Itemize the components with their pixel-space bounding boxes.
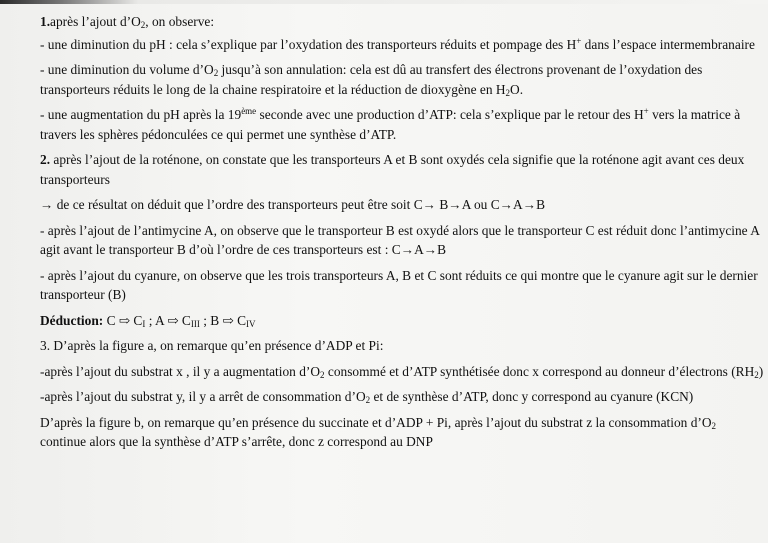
text: O. xyxy=(510,81,524,97)
subscript: 2 xyxy=(711,420,717,431)
text: seconde avec une production d’ATP: cela s’explique par le retour des H xyxy=(256,107,644,122)
superscript: ème xyxy=(241,106,257,116)
text: après l’ajout d’O xyxy=(50,14,141,29)
text: dans l’espace intermembranaire xyxy=(581,36,755,52)
subscript: 2 xyxy=(320,369,325,380)
text: C ⇨ C xyxy=(103,312,143,328)
text: - après l’ajout du cyanure, on observe que les trois transporteurs A, B et C sont réduits ce qui montre que le cyanure agit sur le dernier transporteur (B) xyxy=(40,267,758,302)
section-number-2: 2. xyxy=(40,152,51,167)
text: - une diminution du volume d’O xyxy=(40,62,214,77)
subscript: 2 xyxy=(365,395,371,405)
paragraph-1 xyxy=(40,12,764,32)
subscript: III xyxy=(190,318,200,329)
text: après l’ajout de la roténone, on constate que les transporteurs A et B sont oxydés cela signifie que la roténone agit avant ces deux transporteurs xyxy=(40,152,745,187)
paragraph-10 xyxy=(40,336,764,356)
text: et de synthèse d’ATP, donc y correspond au cyanure (KCN) xyxy=(370,389,694,404)
text: vers la matrice à travers les sphères pédonculées ce qui permet une synthèse d’ATP. xyxy=(40,107,741,142)
superscript: + xyxy=(576,35,582,46)
text: ; A ⇨ C xyxy=(145,312,191,328)
text: - après l’ajout de l’antimycine A, on observe que le transporteur B est oxydé alors que le transporteur C est réduit donc l’antimycine A agit avant le transporteur B d’où l’ordre de ces transporteurs est : C→A→B xyxy=(40,222,760,257)
text: ) xyxy=(758,363,764,379)
text: consommé et d’ATP synthétisée donc x correspond au donneur d’électrons (RH xyxy=(324,363,755,379)
paragraph-13 xyxy=(40,413,764,452)
paragraph-8 xyxy=(40,266,764,305)
document-body xyxy=(40,12,764,458)
deduction-label: Déduction: xyxy=(40,312,104,328)
subscript: 2 xyxy=(140,20,146,30)
paragraph-12 xyxy=(40,387,764,407)
subscript: 2 xyxy=(213,68,219,78)
section-number-1: 1. xyxy=(40,14,51,29)
text: - une diminution du pH : cela s’explique par l’oxydation des transporteurs réduits et pompage des H xyxy=(40,36,577,52)
paragraph-5 xyxy=(40,150,764,189)
page-top-edge xyxy=(0,0,768,4)
paragraph-2 xyxy=(40,35,764,55)
subscript: 2 xyxy=(754,369,759,380)
paragraph-3 xyxy=(40,60,764,99)
paragraph-11 xyxy=(40,362,764,382)
subscript: 2 xyxy=(505,87,511,98)
text: , on observe: xyxy=(145,14,215,29)
text: -après l’ajout du substrat y, il y a arrêt de consommation d’O xyxy=(40,389,366,404)
text: continue alors que la synthèse d’ATP s’arrête, donc z correspond au DNP xyxy=(40,434,433,449)
text: 3. D’après la figure a, on remarque qu’en présence d’ADP et Pi: xyxy=(40,338,384,353)
text: → de ce résultat on déduit que l’ordre des transporteurs peut être soit C→ B→A ou C→A→B xyxy=(40,197,546,212)
paragraph-6 xyxy=(40,195,764,215)
paragraph-7 xyxy=(40,221,764,260)
text: -après l’ajout du substrat x , il y a augmentation d’O xyxy=(40,363,321,379)
paragraph-9 xyxy=(40,311,764,331)
subscript: I xyxy=(142,318,146,329)
subscript: IV xyxy=(246,318,256,329)
text: D’après la figure b, on remarque qu’en présence du succinate et d’ADP + Pi, après l’ajout du substrat z la consommation d’O xyxy=(40,414,712,430)
text: - une augmentation du pH après la 19 xyxy=(40,107,242,122)
paragraph-4 xyxy=(40,105,764,144)
superscript: + xyxy=(643,106,649,116)
text: jusqu’à son annulation: cela est dû au transfert des électrons provenant de l’oxydation des transporteurs réduits le long de la chaine respiratoire et la réduction de dioxygène en H xyxy=(40,62,703,97)
text: ; B ⇨ C xyxy=(199,312,247,328)
